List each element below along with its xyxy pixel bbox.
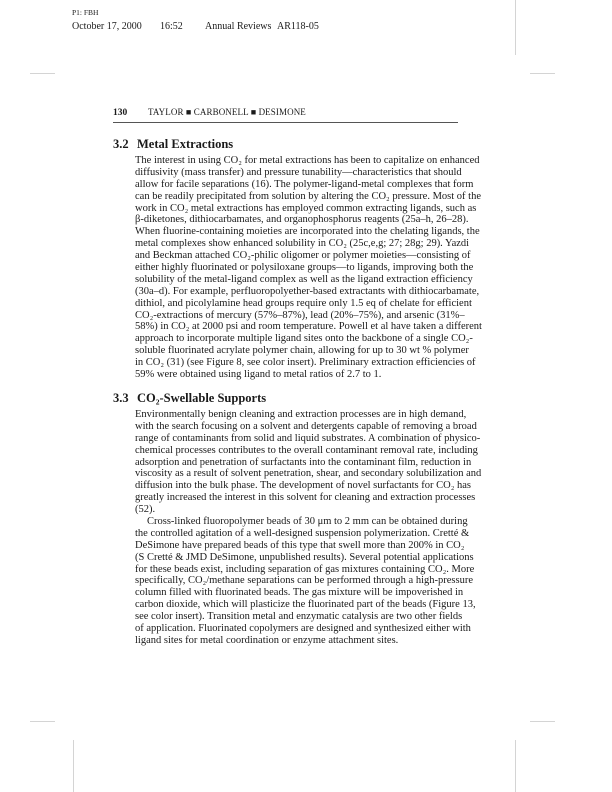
text-line: dithiol, and picolylamine head groups require only 1.5 eq of chelate for efficient xyxy=(135,297,472,309)
text-line: (52). xyxy=(135,504,156,516)
proof-time: 16:52 xyxy=(160,21,183,32)
crop-mark xyxy=(73,740,74,792)
running-head xyxy=(113,107,458,118)
text-line: with the search focusing on a solvent and detergents capable of removing a broad xyxy=(135,420,477,432)
text-line: soluble fluorinated acrylate polymer chain, allowing for up to 30 wt % polymer xyxy=(135,345,469,357)
section-title: CO₂-Swellable Supports xyxy=(137,391,267,405)
proof-slug: P1: FBH xyxy=(72,8,99,17)
text-line: the controlled agitation of a well-designed suspension polymerization. Cretté & xyxy=(135,527,470,539)
text-line: carbon dioxide, which will plasticize the fluorinated part of the beads (Figure 13, xyxy=(135,599,476,611)
text-line: either highly fluorinated or polysiloxane groups—to ligands, improving both the xyxy=(135,262,474,274)
proof-date: October 17, 2000 xyxy=(72,21,142,32)
proof-code: AR118-05 xyxy=(277,21,319,32)
crop-mark xyxy=(530,73,555,74)
text-line: approach to incorporate multiple ligand sites onto the backbone of a single CO₂- xyxy=(135,333,473,345)
text-line: viscosity as a result of solvent penetration, shear, and secondary solubilization and xyxy=(135,468,482,480)
text-line: 58%) in CO₂ at 2000 psi and room temperature. Powell et al have taken a different xyxy=(135,321,482,333)
page-number: 130 xyxy=(113,108,128,118)
text-line: solubility of the metal-ligand complex as well as the ligand extraction efficiency xyxy=(135,273,473,285)
section-title: Metal Extractions xyxy=(137,137,234,151)
text-line: diffusivity (mass transfer) and pressure tunability—characteristics that should xyxy=(135,166,462,178)
text-line: for these beads exist, including separation of gas mixtures containing CO₂. More xyxy=(135,563,475,575)
header-rule xyxy=(113,122,458,123)
text-line: diffusion into the bulk phase. The development of novel surfactants for CO₂ has xyxy=(135,480,471,492)
text-line: in CO₂ (31) (see Figure 8, see color insert). Preliminary extraction efficiencies of xyxy=(135,357,476,369)
paragraph xyxy=(135,409,482,516)
text-line: When fluorine-containing moieties are incorporated into the chelating ligands, the xyxy=(135,226,480,238)
text-line: (30a–d). For example, perfluoropolyether-based extractants with dithiocarbamate, xyxy=(135,285,480,297)
text-line: DeSimone have prepared beads of this type that swell more than 200% in CO₂ xyxy=(135,539,465,551)
text-line: Cross-linked fluoropolymer beads of 30 μm to 2 mm can be obtained during xyxy=(147,516,468,527)
text-line: β-diketones, dithiocarbamates, and organophosphorus reagents (25a–h, 26–28). xyxy=(135,214,469,226)
text-line: allow for facile separations (16). The polymer-ligand-metal complexes that form xyxy=(135,178,474,190)
text-line: see color insert). Transition metal and enzymatic catalysis are two other fields xyxy=(135,611,463,623)
text-line: The interest in using CO₂ for metal extractions has been to capitalize on enhanced xyxy=(135,155,480,166)
section-number: 3.3 xyxy=(113,391,129,405)
text-line: ligand sites for metal coordination or enzyme attachment sites. xyxy=(135,634,399,646)
text-line: (S Cretté & JMD DeSimone, unpublished results). Several potential applications xyxy=(135,551,474,563)
text-line: work in CO₂ metal extractions has employed common extracting ligands, such as xyxy=(135,202,477,214)
crop-mark xyxy=(515,740,516,792)
text-line: specifically, CO₂/methane separations can be performed through a high-pressure xyxy=(135,575,473,587)
crop-mark xyxy=(515,0,516,55)
crop-mark xyxy=(30,721,55,722)
running-head-authors: TAYLOR ■ CARBONELL ■ DESIMONE xyxy=(148,107,306,117)
text-line: can be readily precipitated from solution by altering the CO₂ pressure. Most of the xyxy=(135,190,481,202)
text-line: metal complexes show enhanced solubility in CO₂ (25c,e,g; 27; 28g; 29). Yazdi xyxy=(135,238,470,250)
text-line: range of contaminants from solid and liquid substrates. A combination of physico- xyxy=(135,432,481,444)
paragraph xyxy=(135,155,482,381)
paragraph xyxy=(135,516,476,647)
text-line: CO₂-extractions of mercury (57%–87%), lead (20%–75%), and arsenic (31%– xyxy=(135,309,465,321)
text-line: chemical processes contributes to the overall contaminant removal rate, including xyxy=(135,444,478,456)
text-line: column filled with fluorinated beads. The gas mixture will be impoverished in xyxy=(135,587,464,599)
text-line: of application. Fluorinated copolymers are designed and synthesized either with xyxy=(135,623,471,635)
text-line: 59% were obtained using ligand to metal ratios of 2.7 to 1. xyxy=(135,369,382,381)
text-line: adsorption and penetration of surfactants into the contaminant film, reduction in xyxy=(135,456,472,468)
crop-mark xyxy=(530,721,555,722)
text-line: greatly increased the interest in this solvent for cleaning and extraction processes xyxy=(135,492,476,504)
proof-publisher: Annual Reviews xyxy=(205,21,272,32)
text-line: Environmentally benign cleaning and extraction processes are in high demand, xyxy=(135,409,467,420)
section-number: 3.2 xyxy=(113,137,129,151)
text-line: and Beckman attached CO₂-philic oligomer or polymer moieties—consisting of xyxy=(135,250,471,262)
crop-mark xyxy=(30,73,55,74)
